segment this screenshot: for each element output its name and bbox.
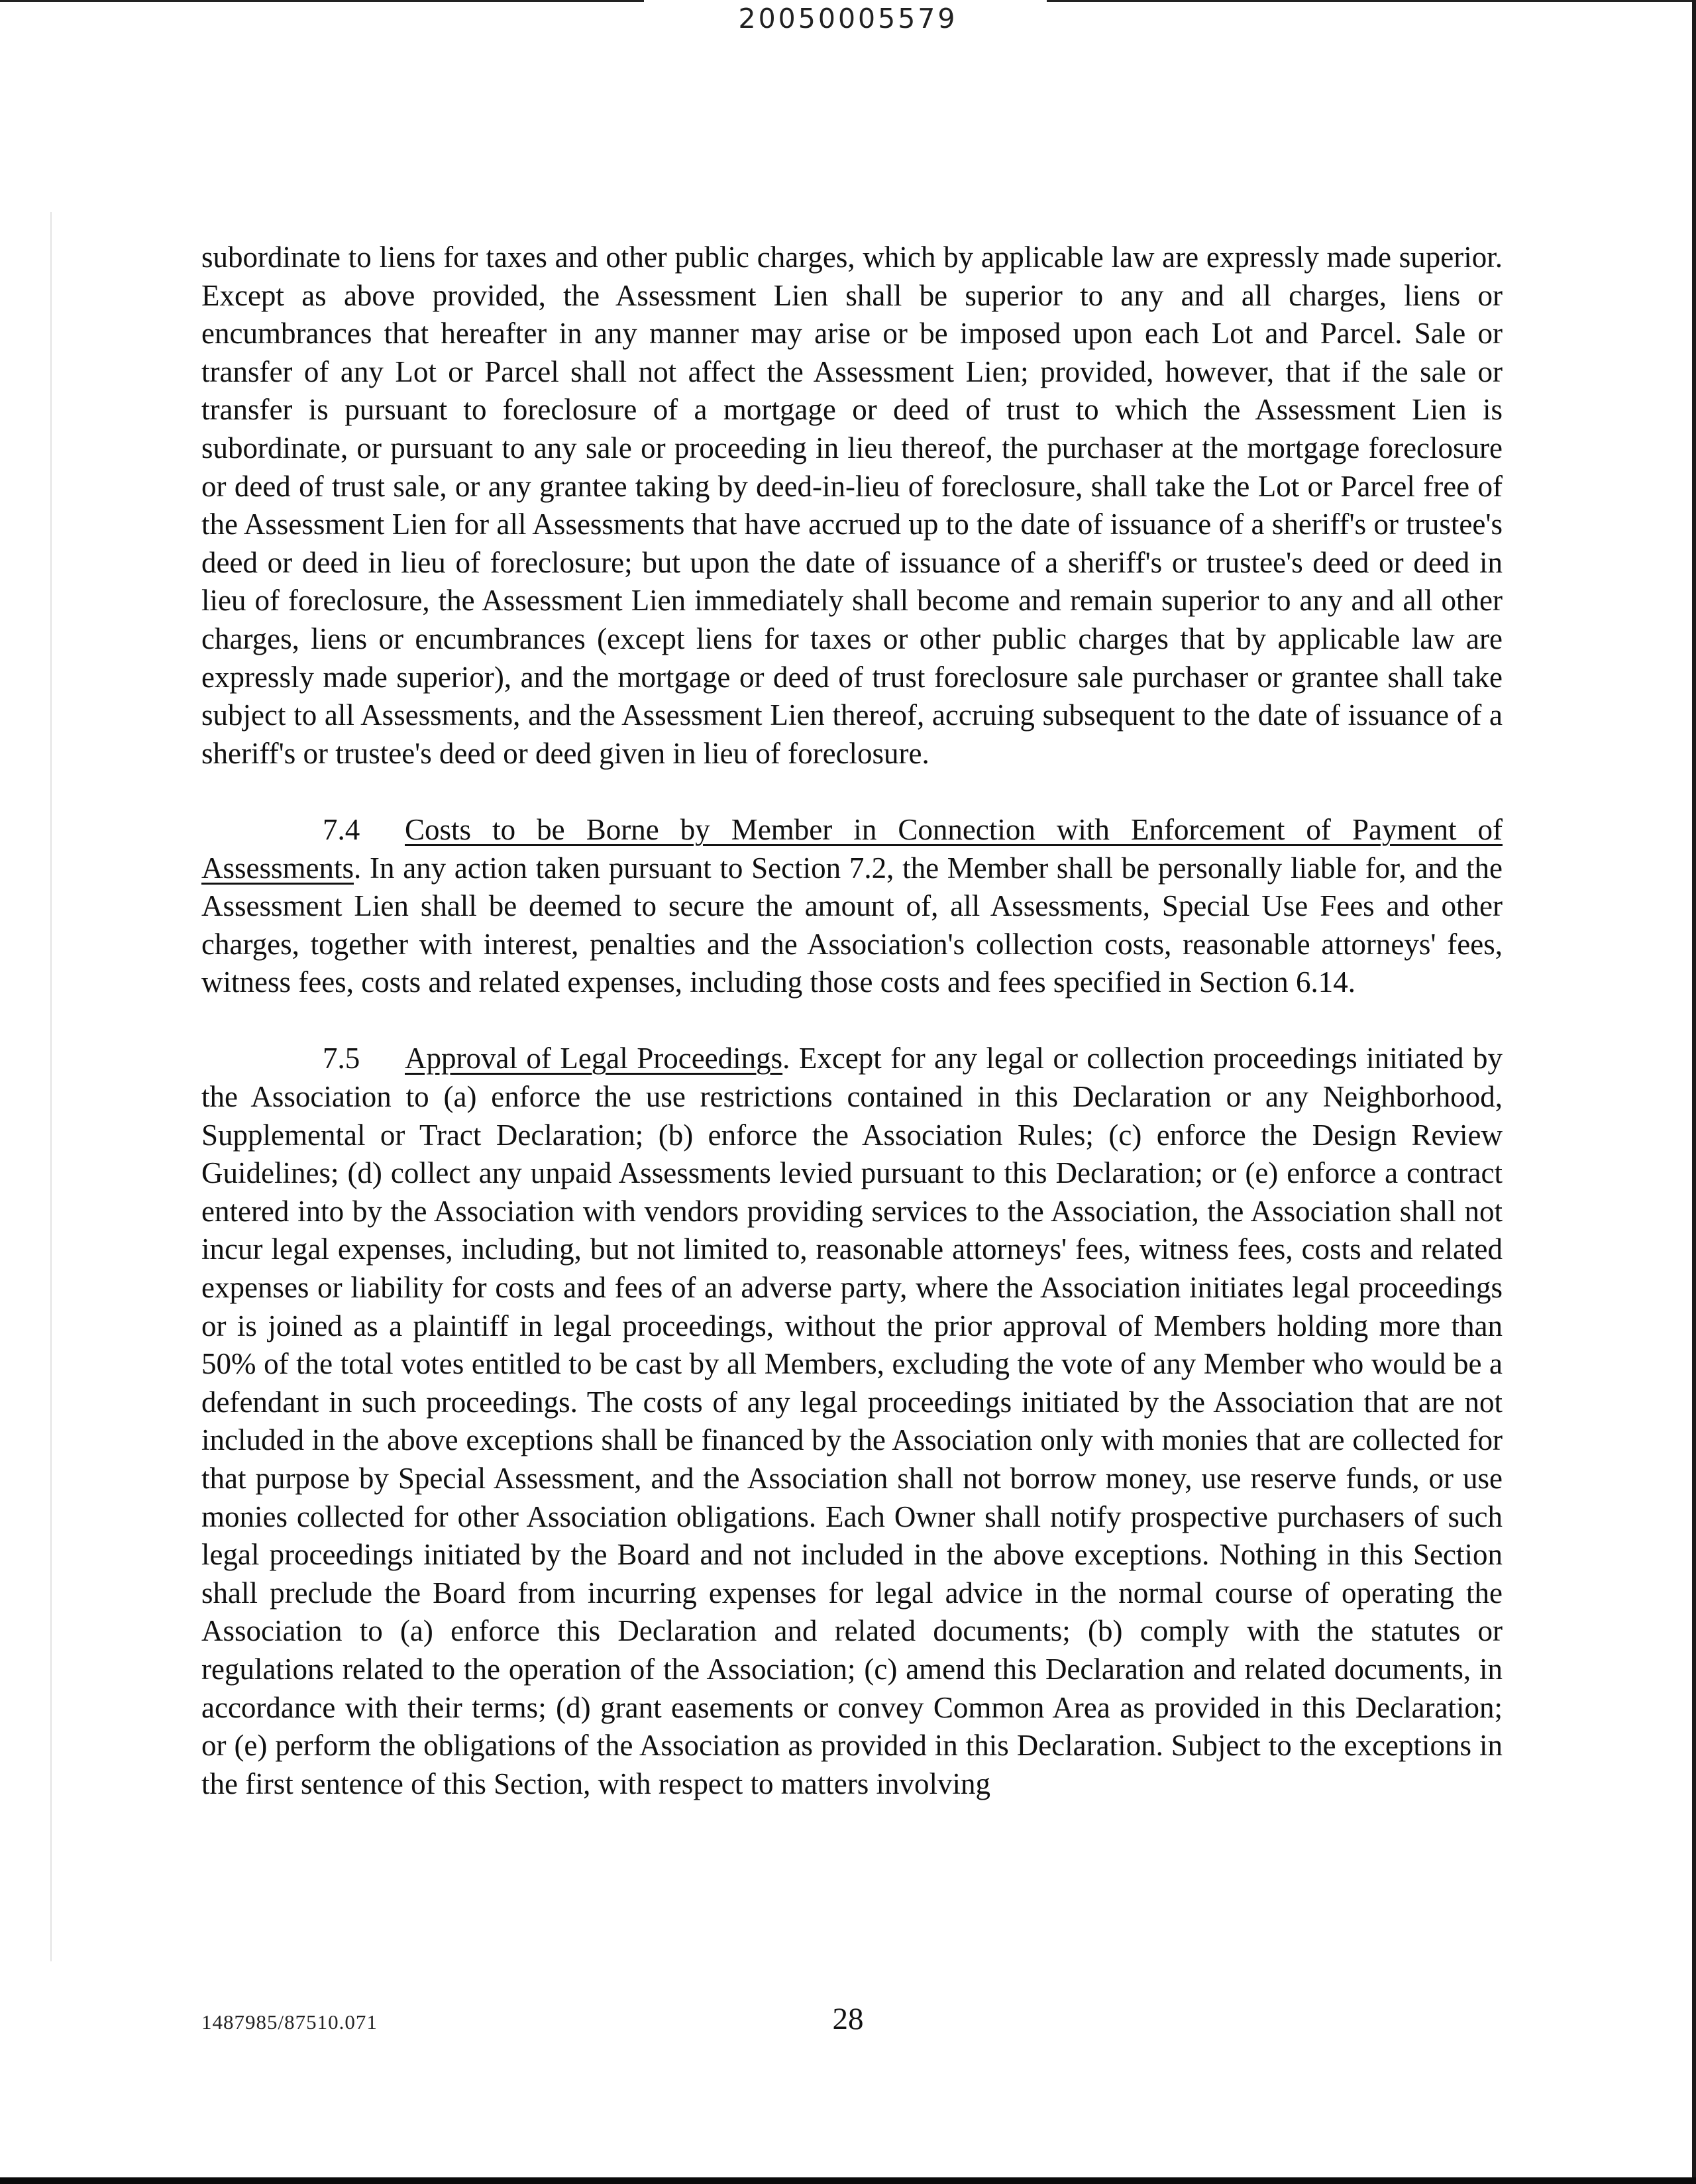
header-rule-right xyxy=(1047,0,1696,2)
section-title: Costs to be Borne by Member in Connection with Enforcement of Payment of Assessments xyxy=(201,812,1503,885)
section-number: 7.4 xyxy=(323,812,360,846)
page-number: 28 xyxy=(832,2002,864,2036)
scan-edge-bottom xyxy=(0,2177,1696,2184)
section-number: 7.5 xyxy=(323,1042,360,1075)
section-title: Approval of Legal Proceedings xyxy=(405,1042,783,1075)
paragraph-continuation xyxy=(201,239,1503,773)
paragraph-text: subordinate to liens for taxes and other public charges, which by applicable law are expressly made superior. Except as above provided, the Assessment Lien shall be superior to any and all charges, liens or encumbrances that hereafter in any manner may arise or be imposed upon each Lot and Parcel. Sale or transfer of any Lot or Parcel shall not affect the Assessment Lien; provided, however, that if the sale or transfer is pursuant to foreclosure of a mortgage or deed of trust to which the Assessment Lien is subordinate, or pursuant to any sale or proceeding in lieu thereof, the purchaser at the mortgage foreclosure or deed of trust sale, or any grantee taking by deed-in-lieu of foreclosure, shall take the Lot or Parcel free of the Assessment Lien for all Assessments that have accrued up to the date of issuance of a sheriff's or trustee's deed or deed in lieu of foreclosure; but upon the date of issuance of a sheriff's or trustee's deed or deed in lieu of foreclosure, the Assessment Lien immediately shall become and remain superior to any and all other charges, liens or encumbrances (except liens for taxes or other public charges that by applicable law are expressly made superior), and the mortgage or deed of trust foreclosure sale purchaser or grantee shall take subject to all Assessments, and the Assessment Lien thereof, accruing subsequent to the date of issuance of a sheriff's or trustee's deed or deed given in lieu of foreclosure. xyxy=(201,241,1503,770)
section-text: Except for any legal or collection proceedings initiated by the Association to (a) enforce the use restrictions contained in this Declaration or any Neighborhood, Supplemental or Tract Declaration; (b) enforce the Association Rules; (c) enforce the Design Review Guidelines; (d) collect any unpaid Assessments levied pursuant to this Declaration; or (e) enforce a contract entered into by the Association with vendors providing services to the Association, the Association shall not incur legal expenses, including, but not limited to, reasonable attorneys' fees, witness fees, costs and related expenses or liability for costs and fees of an adverse party, where the Association initiates legal proceedings or is joined as a plaintiff in legal proceedings, without the prior approval of Members holding more than 50% of the total votes entitled to be cast by all Members, excluding the vote of any Member who would be a defendant in such proceedings. The costs of any legal proceedings initiated by the Association that are not included in the above exceptions shall be financed by the Association only with monies that are collected for that purpose by Special Assessment, and the Association shall not borrow money, use reserve funds, or use monies collected for other Association obligations. Each Owner shall notify prospective purchasers of such legal proceedings initiated by the Board and not included in the above exceptions. Nothing in this Section shall preclude the Board from incurring expenses for legal advice in the normal course of operating the Association to (a) enforce this Declaration and related documents; (b) comply with the statutes or regulations related to the operation of the Association; (c) amend this Declaration and related documents, in accordance with their terms; (d) grant easements or convey Common Area as provided in this Declaration; or (e) perform the obligations of the Association as provided in this Declaration. Subject to the exceptions in the first sentence of this Section, with respect to matters involving xyxy=(201,1042,1503,1800)
header-rule-left xyxy=(0,0,644,2)
section-title-end: . xyxy=(782,1042,790,1075)
scan-margin-line xyxy=(50,212,52,1961)
section-7-4 xyxy=(201,811,1503,1002)
record-number: 20050005579 xyxy=(738,3,958,34)
section-title-end: . xyxy=(354,851,362,885)
document-id: 1487985/87510.071 xyxy=(201,2010,378,2034)
section-7-5 xyxy=(201,1040,1503,1803)
scan-edge-right xyxy=(1692,0,1696,2184)
section-text: In any action taken pursuant to Section 7.2, the Member shall be personally liable for, and the Assessment Lien shall be deemed to secure the amount of, all Assessments, Special Use Fees and other charges, together with interest, penalties and the Association's collection costs, reasonable attorneys' fees, witness fees, costs and related expenses, including those costs and fees specified in Section 6.14. xyxy=(201,851,1503,999)
document-body xyxy=(201,239,1503,1803)
